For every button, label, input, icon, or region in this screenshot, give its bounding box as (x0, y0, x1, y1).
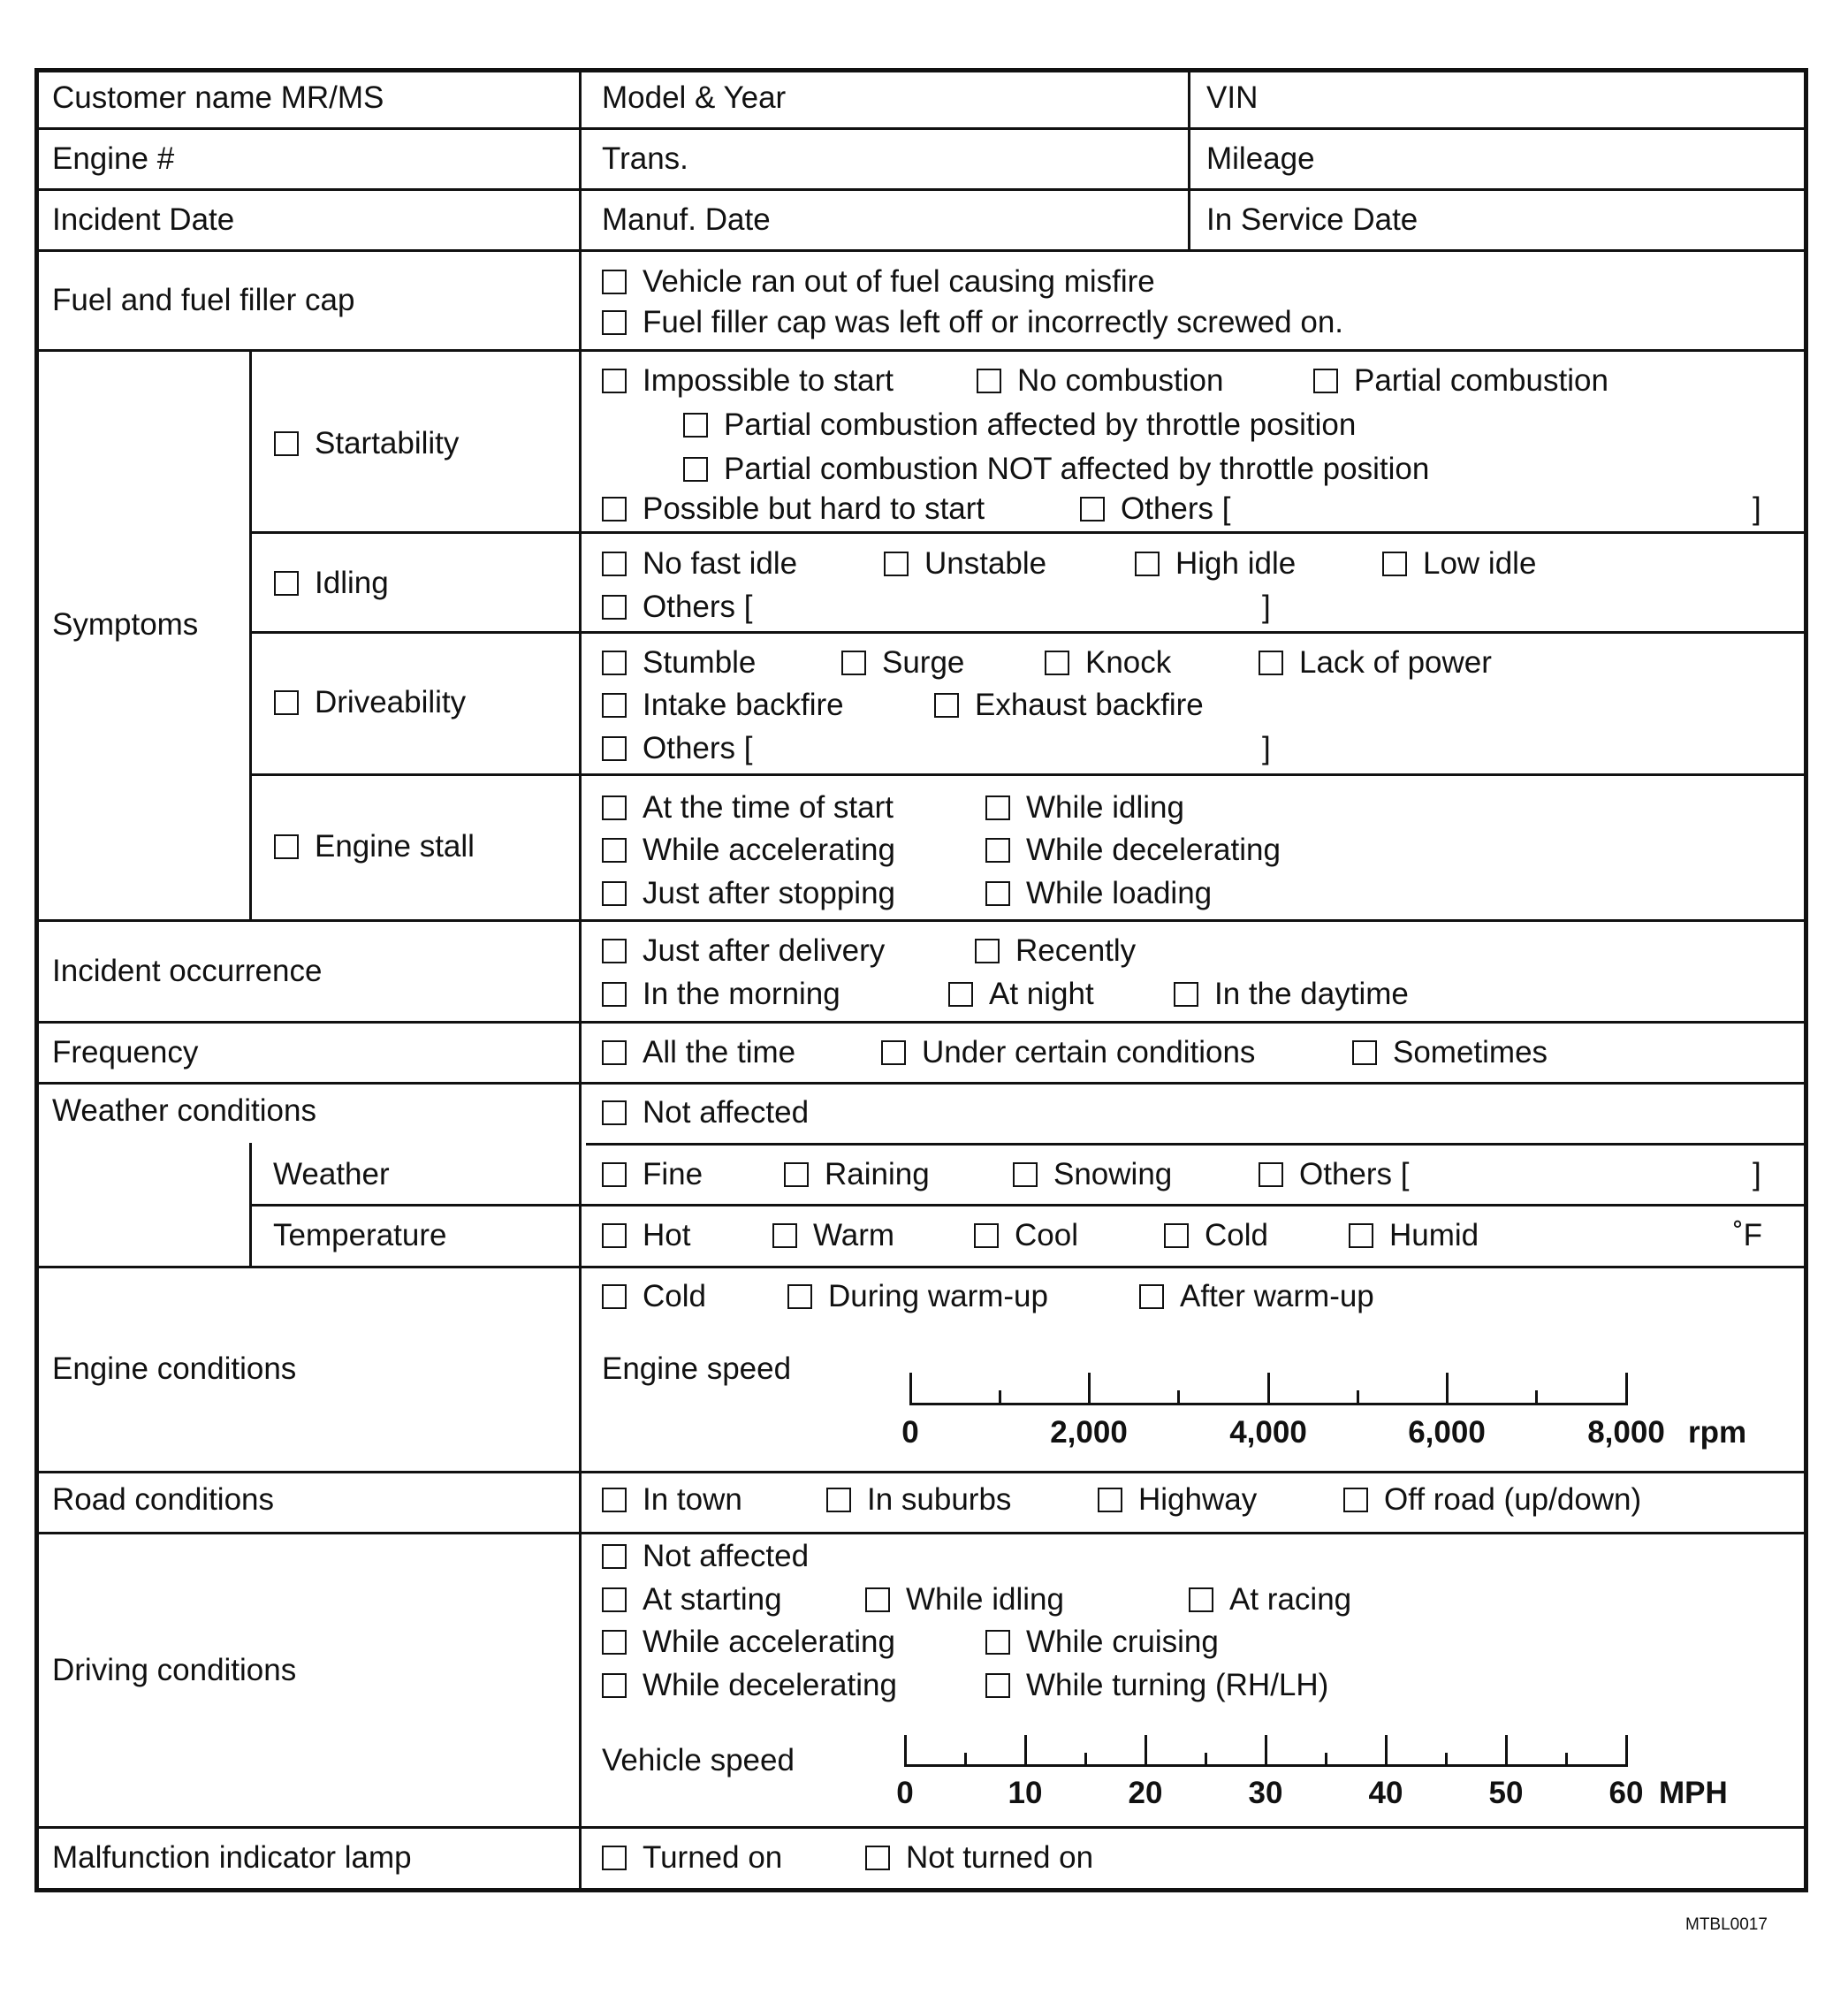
column-divider (249, 349, 252, 922)
checkbox[interactable] (602, 369, 627, 393)
driveability-option[interactable]: Lack of power (1259, 645, 1492, 681)
checkbox[interactable] (602, 651, 627, 675)
checkbox[interactable] (602, 1488, 627, 1512)
engine-speed-label: Engine speed (602, 1351, 792, 1386)
row-divider (34, 188, 1808, 191)
vehicle-speed-label: Vehicle speed (602, 1743, 795, 1777)
frequency-label: Frequency (52, 1035, 199, 1070)
road-option[interactable]: In town (602, 1482, 742, 1518)
temperature-option[interactable]: Warm (772, 1218, 894, 1253)
vehicle-speed-tick (1205, 1753, 1207, 1767)
checkbox[interactable] (1013, 1162, 1038, 1187)
driveability-option[interactable]: Stumble (602, 645, 756, 681)
checkbox[interactable] (1343, 1488, 1368, 1512)
startability-category[interactable]: Startability (274, 426, 459, 461)
row-divider (251, 773, 1808, 776)
road-option[interactable]: In suburbs (826, 1482, 1011, 1518)
road-option[interactable]: Off road (up/down) (1343, 1482, 1641, 1518)
driveability-option[interactable]: Knock (1045, 645, 1171, 681)
checkbox[interactable] (865, 1587, 890, 1612)
engine-conditions-label: Engine conditions (52, 1351, 297, 1386)
mil-option[interactable]: Turned on (602, 1840, 782, 1876)
checkbox[interactable] (985, 1673, 1010, 1698)
checkbox[interactable] (602, 736, 627, 761)
checkbox[interactable] (602, 939, 627, 963)
checkbox[interactable] (975, 939, 1000, 963)
fuel-label: Fuel and fuel filler cap (52, 283, 355, 317)
bracket-close: ] (1753, 1157, 1761, 1191)
driving-option[interactable]: While idling (865, 1582, 1064, 1618)
checkbox[interactable] (1259, 651, 1283, 675)
checkbox[interactable] (787, 1284, 812, 1309)
in-service-date-label: In Service Date (1206, 202, 1418, 237)
row-divider (251, 531, 1808, 534)
startability-option[interactable]: Impossible to start (602, 363, 894, 399)
fuel-option[interactable]: Fuel filler cap was left off or incorrectly screwed on. (602, 305, 1343, 340)
checkbox[interactable] (602, 552, 627, 576)
vehicle-speed-tick (964, 1753, 967, 1767)
checkbox[interactable] (602, 497, 627, 521)
checkbox[interactable] (1382, 552, 1407, 576)
engine-speed-tick (1446, 1373, 1449, 1405)
incident-occurrence-label: Incident occurrence (52, 954, 323, 988)
checkbox[interactable] (274, 571, 299, 596)
driving-option[interactable]: While turning (RH/LH) (985, 1668, 1328, 1703)
checkbox[interactable] (985, 838, 1010, 863)
mil-option[interactable]: Not turned on (865, 1840, 1093, 1876)
checkbox[interactable] (602, 838, 627, 863)
frequency-option[interactable]: Sometimes (1352, 1035, 1548, 1070)
idling-option[interactable]: High idle (1135, 546, 1296, 582)
checkbox[interactable] (274, 690, 299, 715)
vehicle-speed-tick (1325, 1753, 1327, 1767)
figure-code: MTBL0017 (1685, 1915, 1768, 1934)
idling-option[interactable]: Low idle (1382, 546, 1536, 582)
row-divider (34, 1826, 1808, 1829)
checkbox[interactable] (1135, 552, 1160, 576)
checkbox[interactable] (884, 552, 909, 576)
engine-speed-tick (1177, 1390, 1180, 1405)
driving-option[interactable]: Not affected (602, 1539, 809, 1574)
vin-label: VIN (1206, 80, 1259, 115)
driving-option[interactable]: At racing (1189, 1582, 1351, 1618)
checkbox[interactable] (1164, 1223, 1189, 1248)
row-divider (251, 631, 1808, 634)
checkbox[interactable] (826, 1488, 851, 1512)
startability-option[interactable]: Possible but hard to start (602, 491, 985, 527)
frequency-option[interactable]: All the time (602, 1035, 795, 1070)
engine-speed-tick-label: 2,000 (1050, 1415, 1128, 1450)
driveability-option[interactable]: Intake backfire (602, 688, 844, 723)
engine-stall-option[interactable]: While decelerating (985, 833, 1281, 868)
road-conditions-label: Road conditions (52, 1482, 274, 1517)
bracket-close: ] (1262, 590, 1271, 624)
checkbox[interactable] (274, 834, 299, 859)
checkbox[interactable] (974, 1223, 999, 1248)
bracket-close: ] (1753, 491, 1761, 526)
vehicle-speed-tick (1385, 1735, 1388, 1767)
row-divider (34, 127, 1808, 130)
fuel-option[interactable]: Vehicle ran out of fuel causing misfire (602, 264, 1155, 300)
road-option[interactable]: Highway (1098, 1482, 1257, 1518)
incident-option[interactable]: In the daytime (1174, 977, 1409, 1012)
engine-speed-tick (1535, 1390, 1538, 1405)
engine-stall-category[interactable]: Engine stall (274, 829, 475, 864)
checkbox[interactable] (602, 693, 627, 718)
engine-stall-option[interactable]: Just after stopping (602, 876, 895, 911)
malfunction-indicator-lamp-label: Malfunction indicator lamp (52, 1840, 412, 1875)
checkbox[interactable] (602, 1673, 627, 1698)
checkbox[interactable] (1045, 651, 1069, 675)
checkbox[interactable] (948, 982, 973, 1007)
temperature-label: Temperature (273, 1218, 447, 1252)
checkbox[interactable] (274, 431, 299, 456)
checkbox[interactable] (602, 1223, 627, 1248)
row-divider (34, 1021, 1808, 1024)
incident-option[interactable]: At night (948, 977, 1094, 1012)
idling-others-option[interactable]: Others [ (602, 590, 752, 625)
checkbox[interactable] (1098, 1488, 1122, 1512)
checkbox[interactable] (985, 881, 1010, 906)
checkbox[interactable] (602, 1630, 627, 1655)
customer-questionnaire-form (34, 68, 1808, 1893)
checkbox[interactable] (881, 1040, 906, 1065)
weather-not-affected-option[interactable]: Not affected (602, 1095, 809, 1130)
vehicle-speed-tick (1625, 1735, 1628, 1767)
row-divider (251, 1204, 1808, 1207)
checkbox[interactable] (602, 595, 627, 620)
engine-condition-option[interactable]: After warm-up (1139, 1279, 1374, 1314)
bracket-close: ] (1262, 731, 1271, 765)
customer-name-label: Customer name MR/MS (52, 80, 384, 115)
checkbox[interactable] (602, 1284, 627, 1309)
checkbox[interactable] (602, 795, 627, 820)
checkbox[interactable] (1349, 1223, 1373, 1248)
weather-conditions-label: Weather conditions (52, 1093, 316, 1128)
vehicle-speed-tick-label: 0 (896, 1776, 914, 1810)
engine-speed-unit: rpm (1688, 1415, 1747, 1450)
checkbox[interactable] (985, 1630, 1010, 1655)
incident-option[interactable]: In the morning (602, 977, 840, 1012)
driving-option[interactable]: While cruising (985, 1625, 1219, 1660)
engine-condition-option[interactable]: Cold (602, 1279, 706, 1314)
engine-speed-tick-label: 0 (901, 1415, 919, 1450)
startability-option[interactable]: Partial combustion (1313, 363, 1608, 399)
vehicle-speed-tick (1265, 1735, 1267, 1767)
engine-speed-tick-label: 4,000 (1229, 1415, 1307, 1450)
transmission-label: Trans. (602, 141, 688, 176)
engine-speed-tick (1267, 1373, 1270, 1405)
temperature-option[interactable]: Cool (974, 1218, 1078, 1253)
startability-others-option[interactable]: Others [ (1080, 491, 1230, 527)
checkbox[interactable] (602, 270, 627, 294)
engine-number-label: Engine # (52, 141, 175, 176)
column-divider (249, 1143, 252, 1268)
frequency-option[interactable]: Under certain conditions (881, 1035, 1255, 1070)
vehicle-speed-tick-label: 10 (1008, 1776, 1043, 1810)
checkbox[interactable] (1174, 982, 1198, 1007)
checkbox[interactable] (1313, 369, 1338, 393)
incident-option[interactable]: Recently (975, 933, 1136, 969)
checkbox[interactable] (683, 413, 708, 438)
vehicle-speed-tick (1024, 1735, 1027, 1767)
checkbox[interactable] (977, 369, 1001, 393)
checkbox[interactable] (683, 457, 708, 482)
startability-option[interactable]: Partial combustion NOT affected by throttle position (683, 452, 1429, 487)
driveability-category[interactable]: Driveability (274, 685, 466, 720)
checkbox[interactable] (841, 651, 866, 675)
startability-option[interactable]: No combustion (977, 363, 1223, 399)
form-border-right (1804, 68, 1808, 1892)
idling-category[interactable]: Idling (274, 566, 389, 601)
engine-speed-tick (909, 1373, 912, 1405)
weather-label: Weather (273, 1157, 390, 1191)
driveability-option[interactable]: Surge (841, 645, 964, 681)
row-divider (34, 1532, 1808, 1534)
checkbox[interactable] (602, 1162, 627, 1187)
vehicle-speed-tick (1505, 1735, 1508, 1767)
row-divider (34, 1266, 1808, 1268)
engine-stall-option[interactable]: At the time of start (602, 790, 894, 826)
vehicle-speed-tick-label: 30 (1248, 1776, 1283, 1810)
idling-option[interactable]: Unstable (884, 546, 1046, 582)
weather-option[interactable]: Raining (784, 1157, 930, 1192)
checkbox[interactable] (1139, 1284, 1164, 1309)
manuf-date-label: Manuf. Date (602, 202, 771, 237)
checkbox[interactable] (602, 1040, 627, 1065)
engine-speed-tick (1625, 1373, 1628, 1405)
driving-conditions-label: Driving conditions (52, 1653, 297, 1687)
model-year-label: Model & Year (602, 80, 787, 115)
row-divider (34, 1082, 1808, 1085)
checkbox[interactable] (1189, 1587, 1213, 1612)
temperature-unit: ˚F (1733, 1218, 1763, 1252)
engine-speed-tick-label: 6,000 (1408, 1415, 1486, 1450)
checkbox[interactable] (985, 795, 1010, 820)
checkbox[interactable] (1080, 497, 1105, 521)
row-divider (34, 249, 1808, 252)
form-border-top (34, 68, 1808, 72)
engine-speed-tick (1357, 1390, 1359, 1405)
temperature-option[interactable]: Humid (1349, 1218, 1479, 1253)
vehicle-speed-tick (1145, 1735, 1147, 1767)
symptoms-label: Symptoms (52, 607, 199, 642)
row-divider (34, 349, 1808, 352)
column-divider (1188, 68, 1190, 252)
engine-speed-tick (1088, 1373, 1091, 1405)
vehicle-speed-tick-label: 20 (1128, 1776, 1163, 1810)
row-divider (34, 919, 1808, 922)
engine-stall-option[interactable]: While idling (985, 790, 1184, 826)
checkbox[interactable] (602, 881, 627, 906)
row-divider (586, 1143, 1808, 1146)
driving-option[interactable]: At starting (602, 1582, 782, 1618)
row-divider (34, 1471, 1808, 1473)
form-border-bottom (34, 1888, 1808, 1892)
driving-option[interactable]: While accelerating (602, 1625, 895, 1660)
form-border-left (34, 68, 39, 1892)
checkbox[interactable] (602, 1846, 627, 1870)
checkbox[interactable] (934, 693, 959, 718)
engine-stall-option[interactable]: While loading (985, 876, 1212, 911)
startability-option[interactable]: Partial combustion affected by throttle position (683, 407, 1356, 443)
engine-stall-option[interactable]: While accelerating (602, 833, 895, 868)
vehicle-speed-tick-label: 40 (1368, 1776, 1403, 1810)
vehicle-speed-tick-label: 50 (1488, 1776, 1524, 1810)
engine-speed-tick-label: 8,000 (1587, 1415, 1665, 1450)
weather-option[interactable]: Snowing (1013, 1157, 1172, 1192)
vehicle-speed-unit: MPH (1659, 1776, 1728, 1810)
checkbox[interactable] (602, 1587, 627, 1612)
checkbox[interactable] (1352, 1040, 1377, 1065)
checkbox[interactable] (772, 1223, 797, 1248)
idling-option[interactable]: No fast idle (602, 546, 797, 582)
checkbox[interactable] (602, 982, 627, 1007)
vehicle-speed-tick (1084, 1753, 1087, 1767)
driveability-others-option[interactable]: Others [ (602, 731, 752, 766)
vehicle-speed-tick (904, 1735, 907, 1767)
column-divider (579, 68, 582, 1892)
mileage-label: Mileage (1206, 141, 1315, 176)
checkbox[interactable] (865, 1846, 890, 1870)
checkbox[interactable] (602, 1100, 627, 1125)
engine-speed-tick (999, 1390, 1001, 1405)
incident-option[interactable]: Just after delivery (602, 933, 885, 969)
engine-condition-option[interactable]: During warm-up (787, 1279, 1048, 1314)
weather-others-option[interactable]: Others [ (1259, 1157, 1409, 1192)
checkbox[interactable] (784, 1162, 809, 1187)
weather-option[interactable]: Fine (602, 1157, 703, 1192)
checkbox[interactable] (602, 310, 627, 335)
driving-option[interactable]: While decelerating (602, 1668, 897, 1703)
vehicle-speed-tick (1445, 1753, 1448, 1767)
driveability-option[interactable]: Exhaust backfire (934, 688, 1204, 723)
vehicle-speed-tick-label: 60 (1608, 1776, 1644, 1810)
incident-date-label: Incident Date (52, 202, 235, 237)
temperature-option[interactable]: Hot (602, 1218, 690, 1253)
temperature-option[interactable]: Cold (1164, 1218, 1268, 1253)
vehicle-speed-tick (1565, 1753, 1568, 1767)
checkbox[interactable] (1259, 1162, 1283, 1187)
checkbox[interactable] (602, 1544, 627, 1569)
